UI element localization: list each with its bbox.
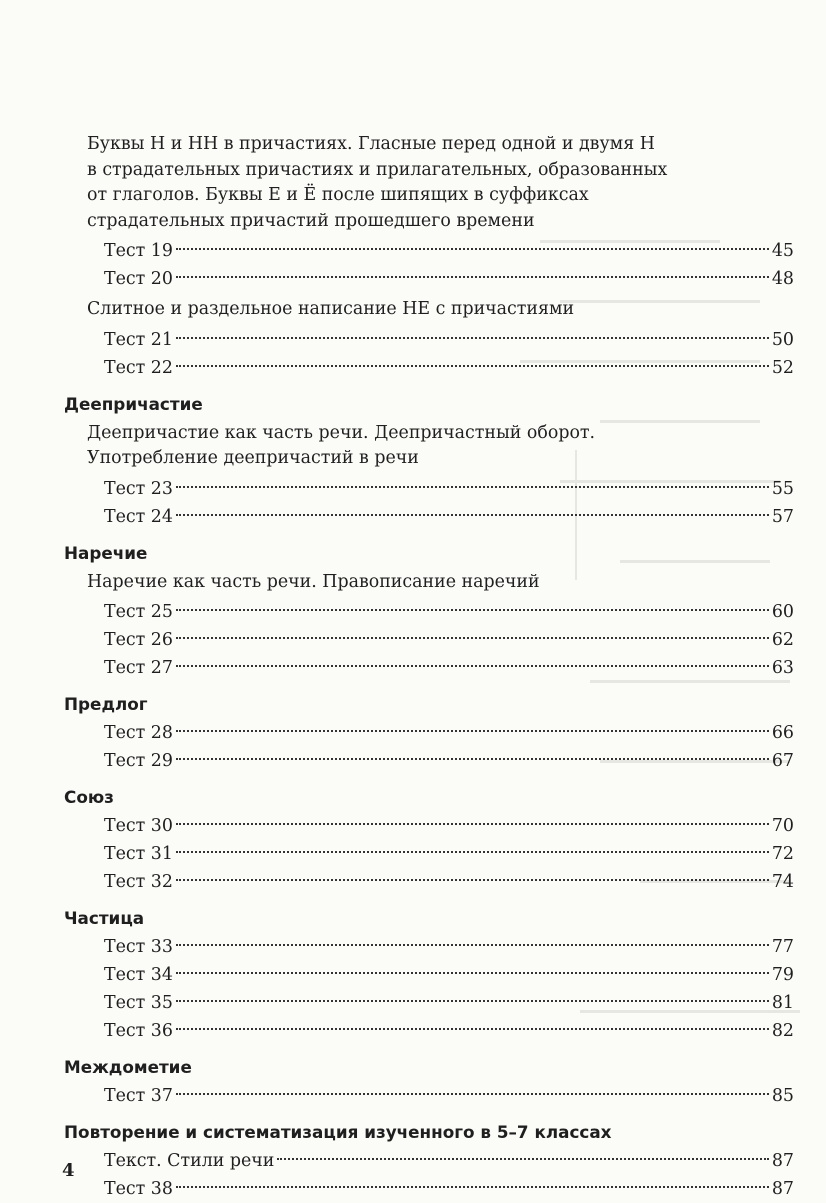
intro-line: в страдательных причастиях и прилагательных, образованных — [87, 159, 668, 180]
entry-page: 74 — [771, 872, 794, 892]
dot-leader — [176, 486, 769, 488]
toc-entry[interactable] — [64, 475, 794, 503]
dot-leader — [176, 276, 769, 278]
entry-page: 70 — [771, 816, 794, 836]
dot-leader — [176, 730, 769, 732]
dot-leader — [176, 609, 769, 611]
entry-page: 52 — [771, 357, 794, 378]
subsection-line: Употребление деепричастий в речи — [87, 448, 419, 468]
dot-leader — [176, 1093, 769, 1095]
entry-label: Текст. Стили речи — [104, 1151, 275, 1171]
toc-entry[interactable] — [64, 503, 794, 531]
toc-entry[interactable] — [64, 933, 794, 961]
entry-label: Тест 27 — [104, 658, 173, 678]
entry-label: Тест 34 — [104, 965, 173, 985]
section-title[interactable]: Повторение и систематизация изученного в 5–7 классах — [64, 1122, 612, 1142]
dot-leader — [176, 1000, 769, 1002]
entry-page: 85 — [771, 1086, 794, 1106]
toc-entry[interactable] — [64, 237, 794, 265]
subsection-line: Деепричастие как часть речи. Деепричастный оборот. — [87, 422, 596, 443]
dot-leader — [176, 637, 769, 639]
entry-page: 60 — [771, 602, 794, 622]
subsection-block — [64, 570, 794, 596]
intro-block — [64, 132, 794, 234]
section-title[interactable]: Междометие — [64, 1057, 192, 1077]
entry-page: 66 — [771, 723, 794, 743]
entry-label: Тест 25 — [104, 602, 173, 622]
dot-leader — [176, 365, 769, 367]
entry-label: Тест 37 — [104, 1086, 173, 1106]
toc-entry[interactable] — [64, 598, 794, 626]
entry-page: 77 — [771, 937, 794, 957]
entry-label: Тест 22 — [104, 357, 173, 378]
dot-leader — [176, 1186, 769, 1188]
dot-leader — [176, 758, 769, 760]
entry-label: Тест 21 — [104, 329, 173, 350]
page-number: 4 — [62, 1160, 75, 1181]
toc-entry[interactable] — [64, 1082, 794, 1110]
toc-entry[interactable] — [64, 989, 794, 1017]
entry-page: 79 — [771, 965, 794, 985]
subsection-block — [64, 421, 794, 472]
entry-label: Тест 23 — [104, 478, 173, 499]
dot-leader — [176, 879, 769, 881]
toc-entry[interactable] — [64, 626, 794, 654]
ne-block — [64, 297, 794, 323]
dot-leader — [176, 1028, 769, 1030]
entry-label: Тест 36 — [104, 1021, 173, 1041]
subsection-heading: Слитное и раздельное написание НЕ с причастиями — [87, 299, 575, 319]
entry-label: Тест 29 — [104, 751, 173, 771]
entry-label: Тест 31 — [104, 844, 173, 864]
toc-entry[interactable] — [64, 1147, 794, 1175]
dot-leader — [176, 972, 769, 974]
entry-page: 57 — [771, 506, 794, 527]
toc-entry[interactable] — [64, 1175, 794, 1203]
toc-entry[interactable] — [64, 654, 794, 682]
entry-label: Тест 26 — [104, 630, 173, 650]
section-title[interactable]: Наречие — [64, 542, 148, 563]
toc-entry[interactable] — [64, 961, 794, 989]
toc-entry[interactable] — [64, 265, 794, 293]
subsection-line: Наречие как часть речи. Правописание наречий — [87, 571, 540, 592]
entry-page: 81 — [771, 993, 794, 1013]
entry-label: Тест 33 — [104, 937, 173, 957]
dot-leader — [176, 851, 769, 853]
section-title[interactable]: Предлог — [64, 694, 148, 714]
section-title[interactable]: Деепричастие — [64, 393, 203, 414]
dot-leader — [176, 514, 769, 516]
intro-line: от глаголов. Буквы Е и Ё после шипящих в суффиксах — [87, 185, 589, 205]
intro-line: страдательных причастий прошедшего времени — [87, 210, 535, 231]
section-title[interactable]: Частица — [64, 908, 145, 928]
entry-page: 45 — [771, 241, 794, 261]
entry-label: Тест 35 — [104, 993, 173, 1013]
toc-entry[interactable] — [64, 354, 794, 382]
intro-line: Буквы Н и НН в причастиях. Гласные перед одной и двумя Н — [87, 134, 655, 154]
dot-leader — [277, 1158, 768, 1160]
entry-page: 48 — [771, 269, 794, 289]
toc-entry[interactable] — [64, 1017, 794, 1045]
entry-page: 87 — [771, 1179, 794, 1199]
toc-entry[interactable] — [64, 747, 794, 775]
entry-label: Тест 38 — [104, 1179, 173, 1199]
entry-page: 62 — [771, 630, 794, 650]
dot-leader — [176, 248, 769, 250]
entry-label: Тест 30 — [104, 816, 173, 836]
dot-leader — [176, 823, 769, 825]
entry-label: Тест 28 — [104, 723, 173, 743]
dot-leader — [176, 665, 769, 667]
dot-leader — [176, 337, 769, 339]
entry-page: 67 — [771, 751, 794, 771]
entry-label: Тест 20 — [104, 269, 173, 289]
entry-page: 63 — [771, 658, 794, 678]
entry-page: 82 — [771, 1021, 794, 1041]
toc-entry[interactable] — [64, 326, 794, 354]
section-title[interactable]: Союз — [64, 787, 114, 807]
entry-label: Тест 19 — [104, 241, 173, 261]
entry-page: 50 — [771, 329, 794, 350]
toc-entry[interactable] — [64, 719, 794, 747]
toc-entry[interactable] — [64, 812, 794, 840]
toc-entry[interactable] — [64, 868, 794, 896]
entry-label: Тест 32 — [104, 872, 173, 892]
entry-page: 72 — [771, 844, 794, 864]
entry-page: 87 — [771, 1151, 794, 1171]
toc-entry[interactable] — [64, 840, 794, 868]
entry-page: 55 — [771, 478, 794, 499]
entry-label: Тест 24 — [104, 506, 173, 527]
dot-leader — [176, 944, 769, 946]
table-of-contents — [64, 128, 794, 1203]
